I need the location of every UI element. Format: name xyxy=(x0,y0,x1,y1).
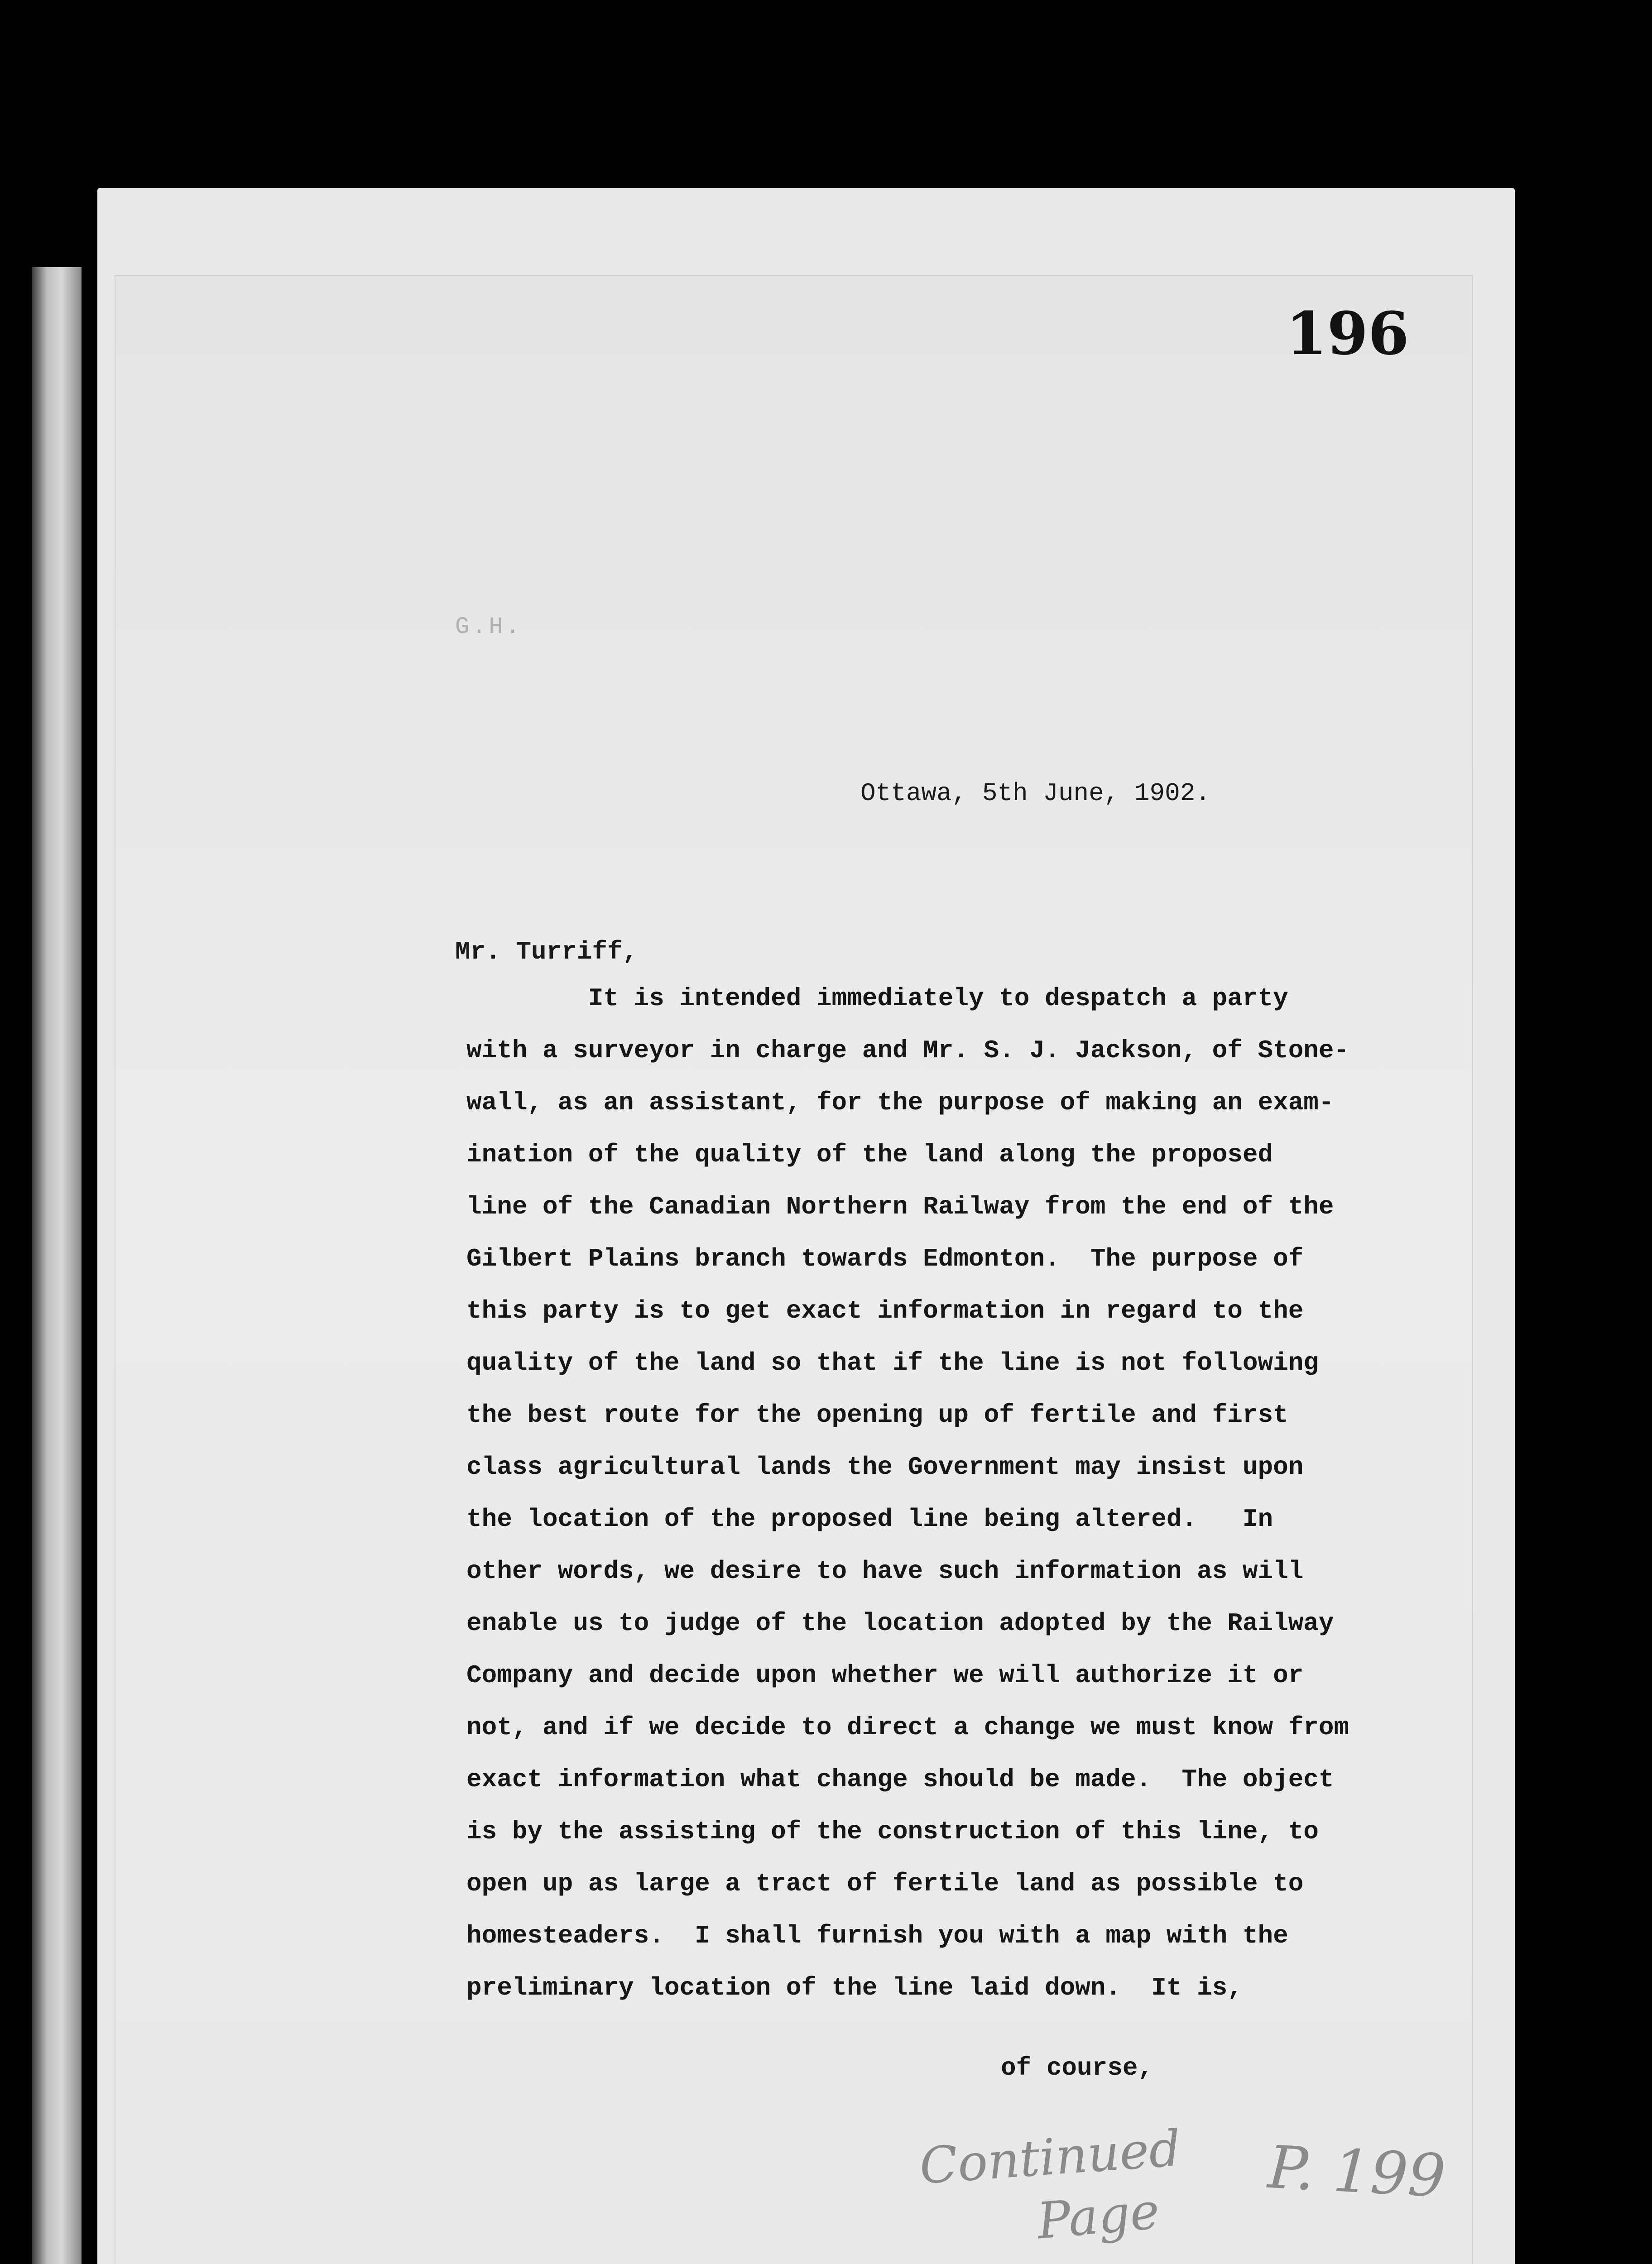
body-line: line of the Canadian Northern Railway from the end of the xyxy=(466,1192,1334,1221)
body-line: homesteaders. I shall furnish you with a map with the xyxy=(466,1921,1288,1950)
handwritten-page-reference: P. 199 xyxy=(1266,2132,1447,2211)
body-line: the best route for the opening up of fertile and first xyxy=(466,1401,1288,1429)
salutation: Mr. Turriff, xyxy=(455,937,638,966)
body-line: not, and if we decide to direct a change we must know from xyxy=(466,1713,1349,1742)
body-line: enable us to judge of the location adopted by the Railway xyxy=(466,1609,1334,1638)
body-line: this party is to get exact information in regard to the xyxy=(466,1296,1304,1325)
body-line: It is intended immediately to despatch a party xyxy=(466,984,1288,1013)
body-line: wall, as an assistant, for the purpose of making an exam- xyxy=(466,1088,1334,1117)
body-line: ination of the quality of the land along the proposed xyxy=(466,1140,1273,1169)
initials: G.H. xyxy=(455,614,523,640)
page-number: 196 xyxy=(1286,299,1409,368)
body-line: exact information what change should be made. The object xyxy=(466,1765,1334,1794)
body-line: Company and decide upon whether we will authorize it or xyxy=(466,1661,1304,1690)
body-line: preliminary location of the line laid down. It is, xyxy=(466,1973,1243,2002)
handwritten-note-continued: Continued xyxy=(917,2119,1183,2195)
body-line: class agricultural lands the Government may insist upon xyxy=(466,1453,1304,1482)
body-line: quality of the land so that if the line is not following xyxy=(466,1348,1319,1377)
body-line: Gilbert Plains branch towards Edmonton. The purpose of xyxy=(466,1244,1304,1273)
handwritten-note-page: Page xyxy=(1034,2182,1162,2250)
film-strip-edge xyxy=(32,267,82,2264)
body-line: the location of the proposed line being altered. In xyxy=(466,1505,1273,1534)
body-line: other words, we desire to have such information as will xyxy=(466,1557,1304,1586)
body-line: open up as large a tract of fertile land as possible to xyxy=(466,1869,1304,1898)
dateline: Ottawa, 5th June, 1902. xyxy=(860,779,1210,808)
body-line: with a surveyor in charge and Mr. S. J. Jackson, of Stone- xyxy=(466,1036,1349,1065)
body-line: is by the assisting of the construction of this line, to xyxy=(466,1817,1319,1846)
closing-phrase: of course, xyxy=(1001,2053,1153,2082)
